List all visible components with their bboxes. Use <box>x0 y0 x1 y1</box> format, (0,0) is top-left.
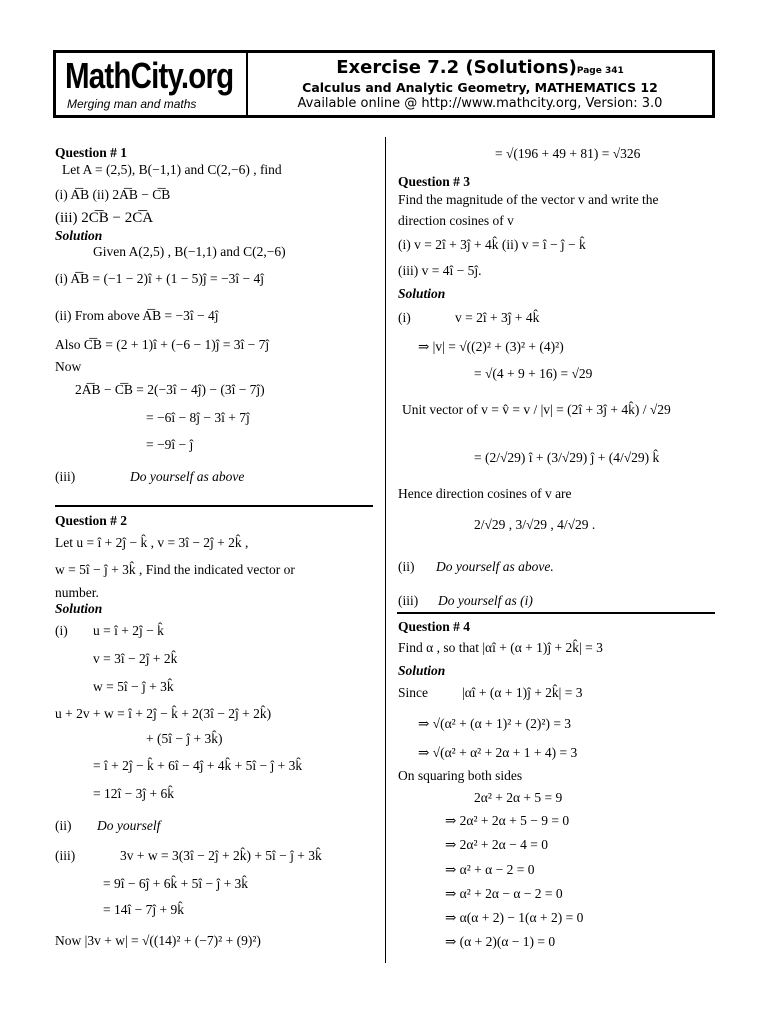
column-divider <box>385 137 386 963</box>
brand-logo: MathCity.org <box>65 55 234 96</box>
q4-step-4: ⇒ 2α² + 2α + 5 − 9 = 0 <box>445 813 570 828</box>
q3-statement-2: direction cosines of v <box>398 213 514 228</box>
q1-expand: = −6î − 8ĵ − 3î + 7ĵ <box>146 410 250 425</box>
brand-tagline: Merging man and maths <box>67 97 197 111</box>
q4-step-2: ⇒ √(α² + α² + 2α + 1 + 4) = 3 <box>418 745 578 760</box>
q3-v-def: v = 2î + 3ĵ + 4k̂ <box>455 310 540 325</box>
q1-now: Now <box>55 359 82 374</box>
question-1-heading: Question # 1 <box>55 145 128 160</box>
q2-part-i-label: (i) <box>55 623 68 638</box>
q3-solution-label: Solution <box>398 286 446 301</box>
q2-part-iii-label: (iii) <box>55 848 76 863</box>
question-3-heading: Question # 3 <box>398 174 471 189</box>
q4-step-9: ⇒ (α + 2)(α − 1) = 0 <box>445 934 556 949</box>
brand-box <box>56 53 248 115</box>
q1-part-i-ii: (i) A͞B (ii) 2A͞B − C͞B <box>55 187 171 202</box>
q1-step-i: (i) A͞B = (−1 − 2)î + (1 − 5)ĵ = −3î − 4ĵ <box>55 271 265 286</box>
page-reference: Page 341 <box>576 66 624 76</box>
q4-since: Since <box>398 685 428 700</box>
q3-magnitude-result: = √(4 + 9 + 16) = √29 <box>474 366 593 381</box>
q4-step-6: ⇒ α² + α − 2 = 0 <box>445 862 535 877</box>
q1-expression: 2A͞B − C͞B = 2(−3î − 4ĵ) − (3î − 7ĵ) <box>75 382 265 397</box>
q3-statement-1: Find the magnitude of the vector v and write the <box>398 192 659 207</box>
q4-step-3: 2α² + 2α + 5 = 9 <box>474 790 563 805</box>
q4-given-equation: |αî + (α + 1)ĵ + 2k̂| = 3 <box>462 685 583 700</box>
q2-sum-expression: u + 2v + w = î + 2ĵ − k̂ + 2(3î − 2ĵ + 2k̂) <box>55 706 272 721</box>
q2-part-iii-expression: 3v + w = 3(3î − 2ĵ + 2k̂) + 5î − ĵ + 3k̂ <box>120 848 322 863</box>
q4-statement: Find α , so that |αî + (α + 1)ĵ + 2k̂| = 3 <box>398 640 603 655</box>
q2-statement-3: number. <box>55 585 99 600</box>
q4-step-8: ⇒ α(α + 2) − 1(α + 2) = 0 <box>445 910 584 925</box>
availability-line: Available online @ http://www.mathcity.org, Version: 3.0 <box>297 96 663 111</box>
left-section-divider <box>55 505 373 507</box>
exercise-title <box>248 57 712 78</box>
right-section-divider <box>397 612 715 614</box>
q3-direction-cosines: 2/√29 , 3/√29 , 4/√29 . <box>474 517 596 532</box>
q3-parts-i-ii: (i) v = 2î + 3ĵ + 4k̂ (ii) v = î − ĵ − k̂ <box>398 237 586 252</box>
q3-unit-vector: Unit vector of v = v̂ = v / |v| = (2î + 3ĵ + 4k̂) / √29 <box>402 402 671 417</box>
q4-step-5: ⇒ 2α² + 2α − 4 = 0 <box>445 837 548 852</box>
q1-part-iii-label: (iii) <box>55 469 76 484</box>
q2-solution-label: Solution <box>55 601 103 616</box>
q4-solution-label: Solution <box>398 663 446 678</box>
exercise-title-text: Exercise 7.2 (Solutions) <box>336 57 577 78</box>
q2-sum-continued: + (5î − ĵ + 3k̂) <box>146 731 223 746</box>
q2-magnitude: Now |3v + w| = √((14)² + (−7)² + (9)²) <box>55 933 261 948</box>
page-header <box>53 50 715 118</box>
q3-part-iii: (iii) v = 4î − 5ĵ. <box>398 263 482 278</box>
q2-u-def: u = î + 2ĵ − k̂ <box>93 623 164 638</box>
q3-part-ii-label: (ii) <box>398 559 415 574</box>
q3-magnitude: ⇒ |v| = √((2)² + (3)² + (4)²) <box>418 339 564 354</box>
book-subtitle: Calculus and Analytic Geometry, MATHEMATICS 12 <box>302 80 658 95</box>
q3-part-i-label: (i) <box>398 310 411 325</box>
q3-part-iii-note: Do yourself as (i) <box>438 593 533 608</box>
q3-part-iii-label: (iii) <box>398 593 419 608</box>
q2-part-ii-note: Do yourself <box>97 818 161 833</box>
q2-sum-result: = 12î − 3ĵ + 6k̂ <box>93 786 174 801</box>
q1-given: Given A(2,5) , B(−1,1) and C(2,−6) <box>93 244 286 259</box>
q2-statement-2: w = 5î − ĵ + 3k̂ , Find the indicated vector or <box>55 562 295 577</box>
q2-w-def: w = 5î − ĵ + 3k̂ <box>93 679 174 694</box>
q2-statement-1: Let u = î + 2ĵ − k̂ , v = 3î − 2ĵ + 2k̂ , <box>55 535 249 550</box>
q1-statement: Let A = (2,5), B(−1,1) and C(2,−6) , find <box>62 162 282 177</box>
q1-result: = −9î − ĵ <box>146 437 194 452</box>
q2-v-def: v = 3î − 2ĵ + 2k̂ <box>93 651 178 666</box>
q1-solution-label: Solution <box>55 228 103 243</box>
q2-part-iii-result: = 14î − 7ĵ + 9k̂ <box>103 902 184 917</box>
q2-sum-expand: = î + 2ĵ − k̂ + 6î − 4ĵ + 4k̂ + 5î − ĵ + 3k̂ <box>93 758 303 773</box>
q1-part-iii-note: Do yourself as above <box>130 469 245 484</box>
q1-step-ii: (ii) From above A͞B = −3î − 4ĵ <box>55 308 219 323</box>
q3-part-ii-note: Do yourself as above. <box>436 559 554 574</box>
q1-also: Also C͞B = (2 + 1)î + (−6 − 1)ĵ = 3î − 7ĵ <box>55 337 270 352</box>
q2-magnitude-result: = √(196 + 49 + 81) = √326 <box>495 146 641 161</box>
question-4-heading: Question # 4 <box>398 619 471 634</box>
q4-squaring-note: On squaring both sides <box>398 768 523 783</box>
header-info <box>248 53 712 115</box>
q1-part-iii: (iii) 2C͞B − 2C͞A <box>55 210 154 226</box>
q2-part-ii-label: (ii) <box>55 818 72 833</box>
q3-unit-vector-split: = (2/√29) î + (3/√29) ĵ + (4/√29) k̂ <box>474 450 660 465</box>
q2-part-iii-expand: = 9î − 6ĵ + 6k̂ + 5î − ĵ + 3k̂ <box>103 876 249 891</box>
q4-step-1: ⇒ √(α² + (α + 1)² + (2)²) = 3 <box>418 716 572 731</box>
q3-direction-cosines-label: Hence direction cosines of v are <box>398 486 572 501</box>
question-2-heading: Question # 2 <box>55 513 128 528</box>
q4-step-7: ⇒ α² + 2α − α − 2 = 0 <box>445 886 563 901</box>
